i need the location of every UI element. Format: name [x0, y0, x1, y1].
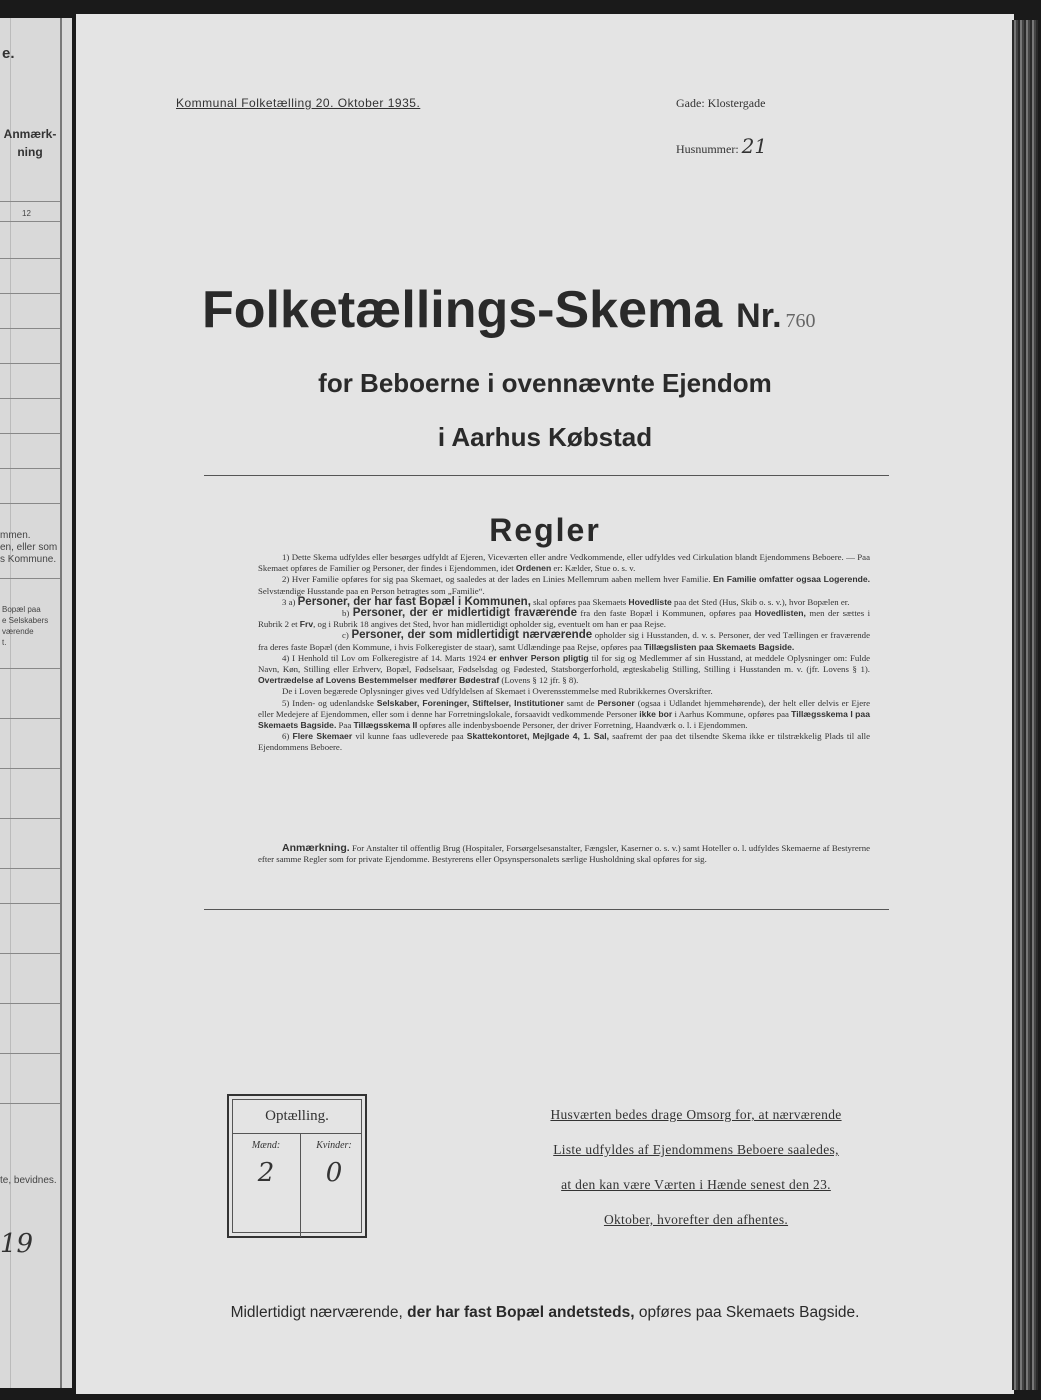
divider — [204, 909, 889, 910]
left-handwritten: 19 — [0, 1229, 34, 1259]
notice-line-4: Oktober, hvorefter den afhentes. — [603, 1212, 789, 1227]
count-box — [227, 1094, 367, 1238]
footer-note: Midlertidigt nærværende, der har fast Bopæl andetsteds, opføres paa Skemaets Bagside. — [230, 1304, 860, 1321]
notice-line-3: at den kan være Værten i Hænde senest den 23. — [561, 1177, 831, 1192]
left-fragment: en, eller som — [0, 542, 58, 553]
form-number-label: Nr. — [736, 297, 782, 335]
note-text — [258, 843, 870, 865]
street-label: Gade: — [676, 96, 705, 110]
rule-1: 1) Dette Skema udfyldes eller besørges udfyldt af Ejeren, Viceværten eller andre Vedkommende, eller udfyldes ved Cirkulation blandt Ejendommens Beboere. — Paa Skemaet opføres de Familier og Personer, der findes i Ejendommen, idet Ordenen er: Kælder, Stue o. s. v. — [258, 552, 870, 574]
page-stack-edge — [1012, 20, 1038, 1390]
form-title-main: Folketællings-Skema — [202, 281, 723, 339]
divider — [204, 475, 889, 476]
rule-5: 5) Inden- og udenlandske Selskaber, Foreninger, Stiftelser, Institutioner samt de Personer (ogsaa i Udlandet hjemmehørende), der helt eller delvis er Ejere eller Medejere af Ejendommen, eller som i denne har Forretningslokale, forsaavidt vedkommende Personer ikke bor i Aarhus Kommune, opføres paa Tillægsskema I paa Skemaets Bagside. Paa Tillægsskema II opføres alle indenbysboende Personer, der driver Forretning, Haandværk o. l. i Ejendommen. — [258, 697, 870, 731]
street-field — [676, 96, 765, 111]
notice-line-1: Husværten bedes drage Omsorg for, at nærværende — [550, 1107, 842, 1122]
left-column-number: 12 — [22, 209, 31, 218]
left-fragment: Bopæl paa — [2, 605, 41, 614]
left-fragment: te, bevidnes. — [0, 1175, 57, 1186]
left-column-heading-1: Anmærk- — [3, 127, 57, 141]
men-count: 2 — [257, 1158, 275, 1188]
house-number-label: Husnummer: — [676, 142, 739, 156]
census-form-page — [76, 14, 1014, 1394]
rule-4-note: De i Loven begærede Oplysninger gives ved Udfyldelsen af Skemaet i Overensstemmelse med Rubrikkernes Overskrifter. — [282, 686, 713, 697]
form-subtitle-1: for Beboerne i ovennævnte Ejendom — [318, 368, 772, 398]
notice-line-2: Liste udfyldes af Ejendommens Beboere saaledes, — [553, 1142, 839, 1157]
house-number-field — [676, 134, 767, 158]
street-value: Klostergade — [707, 96, 766, 110]
form-number-value: 760 — [785, 310, 816, 332]
note-body: For Anstalter til offentlig Brug (Hospitaler, Forsørgelsesanstalter, Fængsler, Kaserner o. s. v.) samt Hoteller o. l. udfyldes Skemaerne af Bestyrerne efter samme Regler som for private Ejendomme. Bestyrerens eller Opsynspersonalets særlige Husholdning skal opføres for sig. — [258, 843, 870, 865]
left-column-heading-2: ning — [17, 145, 43, 159]
left-fragment: t. — [2, 638, 7, 647]
house-number-value: 21 — [741, 134, 768, 158]
left-page-corner: e. — [2, 45, 15, 62]
women-count: 0 — [325, 1158, 343, 1188]
left-fragment: mmen. — [0, 530, 31, 541]
rule-3b: b) Personer, der er midlertidigt fraværende fra den faste Bopæl i Kommunen, opføres paa Hovedlisten, men der sættes i Rubrik 2 et Frv, og i Rubrik 18 angives det Sted, hvor han midlertidigt opholder sig, eventuelt om han er paa Rejse. — [258, 607, 871, 630]
rule-6: 6) Flere Skemaer vil kunne faas udleverede paa Skattekontoret, Mejlgade 4, 1. Sal, saafremt der paa det tilsendte Skema ikke er tilstrækkelig Plads til alle Ejendommens Beboere. — [258, 731, 871, 753]
form-title — [202, 280, 816, 340]
left-page — [0, 18, 72, 1388]
left-fragment: værende — [2, 627, 34, 636]
rule-2: 2) Hver Familie opføres for sig paa Skemaet, og saaledes at der lades en Linies Mellemrum aaben mellem hver Familie. En Familie omfatter ogsaa Logerende. Selvstændige Husstande paa en Person betragtes som „Familie“. — [258, 574, 870, 596]
men-label: Mænd: — [251, 1140, 281, 1151]
left-fragment: e Selskabers — [2, 616, 49, 625]
census-date-line: Kommunal Folketælling 20. Oktober 1935. — [176, 96, 421, 110]
rules-heading: Regler — [489, 512, 601, 548]
form-subtitle-2: i Aarhus Købstad — [437, 422, 653, 452]
rule-3c: c) Personer, der som midlertidigt nærværende opholder sig i Husstanden, d. v. s. Personer, der ved Tællingen er fraværende fra deres faste Bopæl (den Kommune, i hvis Folkeregister de staar), samt Udlændinge paa Rejse, opføres paa Tillægslisten paa Skemaets Bagside. — [258, 629, 870, 652]
rules-text — [258, 552, 870, 754]
page-fold — [60, 18, 62, 1388]
rule-3a: 3 a) Personer, der har fast Bopæl i Kommunen, skal opføres paa Skemaets Hovedliste paa det Sted (Hus, Skib o. s. v.), hvor Bopælen er. — [282, 595, 850, 608]
count-box-title: Optælling. — [265, 1108, 329, 1124]
women-label: Kvinder: — [316, 1140, 352, 1151]
left-fragment: s Kommune. — [0, 554, 57, 565]
rule-4: 4) I Henhold til Lov om Folkeregistre af 14. Marts 1924 er enhver Person pligtig til for sig og Medlemmer af sin Husstand, at meddele Oplysninger om: Fulde Navn, Køn, Stilling eller Erhverv, Bopæl, Fødselsaar, Fødselsdag og Fødested, Statsborgerforhold, ægteskabelig Stilling, Stilling i Husstanden m. v. (jfr. Lovens § 1). Overtrædelse af Lovens Bestemmelser medfører Bødestraf (Lovens § 12 jfr. § 8). — [258, 652, 870, 686]
note-label: Anmærkning. — [282, 842, 350, 854]
